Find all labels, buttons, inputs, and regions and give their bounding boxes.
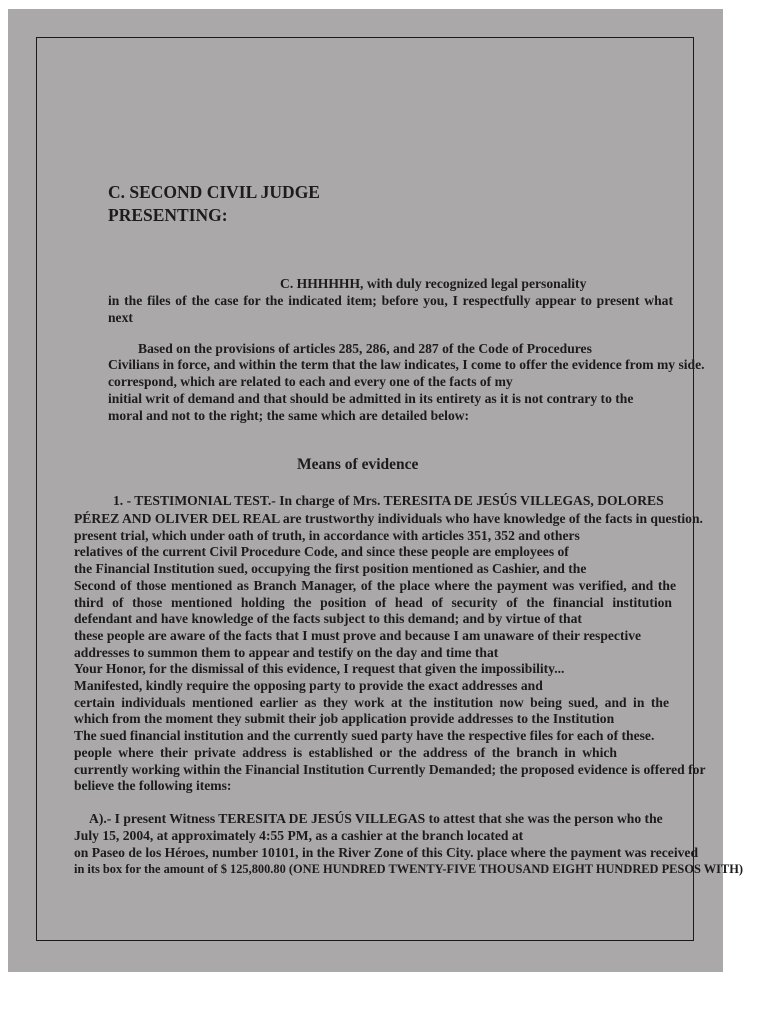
- witness-a-line-1: A).- I present Witness TERESITA DE JESÚS VILLEGAS to attest that she was the person who the: [89, 811, 663, 826]
- intro-line-2: in the files of the case for the indicated item; before you, I respectfully appear to present what: [108, 293, 673, 308]
- basis-line-2: Civilians in force, and within the term that the law indicates, I come to offer the evidence from my side.: [108, 357, 705, 372]
- testimonial-line-4: relatives of the current Civil Procedure Code, and since these people are employees of: [74, 544, 569, 559]
- intro-line-1: C. HHHHHH, with duly recognized legal personality: [280, 276, 587, 291]
- testimonial-line-18: believe the following items:: [74, 778, 232, 793]
- testimonial-line-3: present trial, which under oath of truth, in accordance with articles 351, 352 and others: [74, 528, 580, 543]
- testimonial-line-15: The sued financial institution and the currently sued party have the respective files for each of these.: [74, 728, 655, 743]
- testimonial-line-6: Second of those mentioned as Branch Manager, of the place where the payment was verified, and the: [74, 578, 676, 593]
- testimonial-line-1: 1. - TESTIMONIAL TEST.- In charge of Mrs. TERESITA DE JESÚS VILLEGAS, DOLORES: [113, 493, 664, 508]
- basis-line-5: moral and not to the right; the same which are detailed below:: [108, 408, 470, 423]
- witness-a-line-4: in its box for the amount of $ 125,800.80 (ONE HUNDRED TWENTY-FIVE THOUSAND EIGHT HUNDRED PESOS WITH): [74, 862, 743, 876]
- witness-a-line-2: July 15, 2004, at approximately 4:55 PM, as a cashier at the branch located at: [74, 828, 524, 843]
- testimonial-line-16: people where their private address is established or the address of the branch in which: [74, 745, 617, 760]
- testimonial-line-8: defendant and have knowledge of the facts subject to this demand; and by virtue of that: [74, 611, 582, 626]
- court-heading: [108, 181, 320, 227]
- testimonial-line-17: currently working within the Financial Institution Currently Demanded; the proposed evidence is offered for: [74, 762, 706, 777]
- testimonial-line-9: these people are aware of the facts that I must prove and because I am unaware of their respective: [74, 628, 642, 643]
- testimonial-line-12: Manifested, kindly require the opposing party to provide the exact addresses and: [74, 678, 543, 693]
- testimonial-line-14: which from the moment they submit their job application provide addresses to the Institution: [74, 711, 615, 726]
- basis-line-1: Based on the provisions of articles 285, 286, and 287 of the Code of Procedures: [138, 341, 592, 356]
- heading-line-2: PRESENTING:: [108, 205, 228, 225]
- testimonial-line-2: PÉREZ AND OLIVER DEL REAL are trustworthy individuals who have knowledge of the facts in question.: [74, 511, 703, 526]
- page-border-frame: [36, 37, 694, 941]
- testimonial-line-7: third of those mentioned holding the position of head of security of the financial institution: [74, 595, 672, 610]
- testimonial-line-10: addresses to summon them to appear and testify on the day and time that: [74, 645, 499, 660]
- basis-line-3: correspond, which are related to each and every one of the facts of my: [108, 374, 513, 389]
- intro-line-3: next: [108, 310, 133, 325]
- witness-a-line-3: on Paseo de los Héroes, number 10101, in the River Zone of this City. place where the payment was received: [74, 845, 699, 860]
- testimonial-line-5: the Financial Institution sued, occupying the first position mentioned as Cashier, and the: [74, 561, 587, 576]
- testimonial-line-11: Your Honor, for the dismissal of this evidence, I request that given the impossibility...: [74, 661, 565, 676]
- testimonial-line-13: certain individuals mentioned earlier as they work at the institution now being sued, and in the: [74, 695, 669, 710]
- section-title: Means of evidence: [297, 456, 419, 473]
- basis-line-4: initial writ of demand and that should be admitted in its entirety as it is not contrary to the: [108, 391, 634, 406]
- heading-line-1: C. SECOND CIVIL JUDGE: [108, 182, 320, 202]
